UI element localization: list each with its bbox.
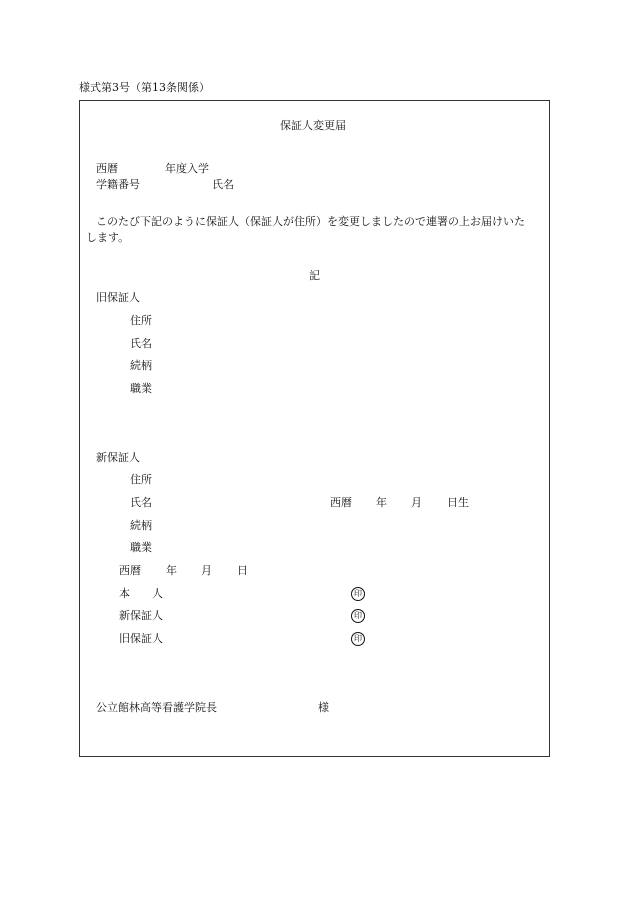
old-guarantor-signature-label: 旧保証人 [119,632,163,645]
self-signature-label: 本 人 [119,587,163,600]
submission-year-label: 年 [166,564,177,577]
old-guarantor-heading: 旧保証人 [96,291,140,304]
birth-era-label: 西暦 [330,496,352,509]
old-guarantor-name-label: 氏名 [130,337,152,350]
student-id-label: 学籍番号 [96,178,140,191]
old-guarantor-address-label: 住所 [130,314,152,327]
birth-month-label: 月 [411,496,422,509]
addressee-name: 公立館林高等看護学院長 [96,701,217,714]
form-title: 保証人変更届 [280,119,346,132]
new-guarantor-relation-label: 続柄 [130,519,152,532]
student-name-label: 氏名 [212,178,234,191]
self-seal-mark: 印 [351,587,365,601]
new-guarantor-occupation-label: 職業 [130,541,152,554]
submission-era-label: 西暦 [119,564,141,577]
submission-month-label: 月 [201,564,212,577]
birth-year-label: 年 [376,496,387,509]
birth-day-label: 日生 [447,496,469,509]
old-guarantor-seal-mark: 印 [351,632,365,646]
new-guarantor-seal-mark: 印 [351,609,365,623]
addressee-honorific: 様 [318,701,329,714]
body-text-line-2: します。 [86,231,130,244]
new-guarantor-heading: 新保証人 [96,451,140,464]
new-guarantor-address-label: 住所 [130,473,152,486]
submission-day-label: 日 [237,564,248,577]
era-label: 西暦 [96,162,118,175]
new-guarantor-signature-label: 新保証人 [119,609,163,622]
old-guarantor-relation-label: 続柄 [130,359,152,372]
enrollment-year-label: 年度入学 [165,162,209,175]
form-number: 様式第3号（第13条関係） [79,81,210,94]
ki-heading: 記 [309,269,320,282]
new-guarantor-name-label: 氏名 [130,496,152,509]
old-guarantor-occupation-label: 職業 [130,382,152,395]
body-text-line-1: このたび下記のように保証人（保証人が住所）を変更しましたので連署の上お届けいた [96,215,525,228]
form-box [79,100,550,757]
